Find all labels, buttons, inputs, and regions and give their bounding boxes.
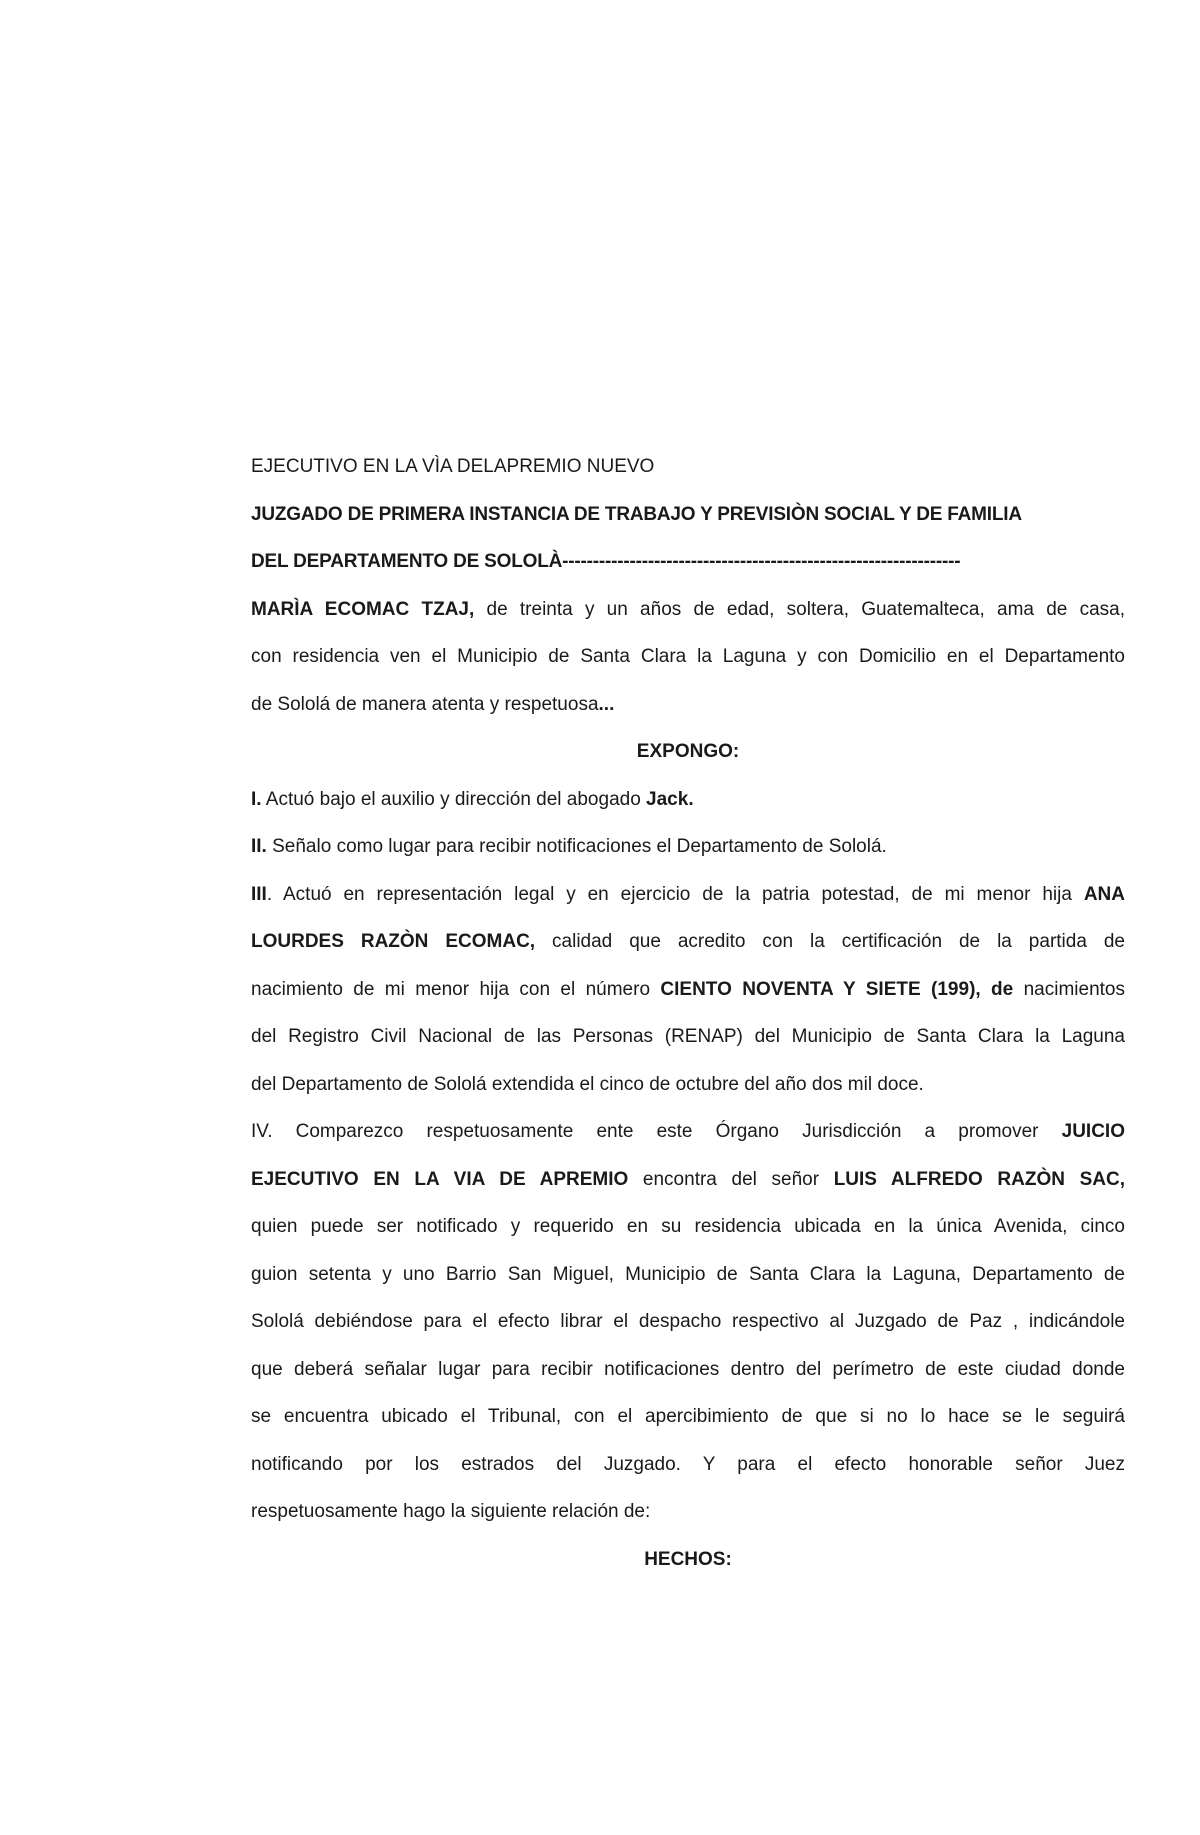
document-heading: EJECUTIVO EN LA VÌA DELAPREMIO NUEVO — [251, 456, 655, 477]
lawyer-name: Jack. — [646, 788, 694, 810]
defendant-name: LUIS ALFREDO RAZÒN SAC, — [833, 1168, 1125, 1190]
point-ii: II. Señalo como lugar para recibir notificaciones el Departamento de Sololá. — [251, 836, 887, 857]
point-iv-line-6: que deberá señalar lugar para recibir notificaciones dentro del perímetro de este ciudad donde — [251, 1358, 1125, 1380]
point-iv-line-7: se encuentra ubicado el Tribunal, con el apercibimiento de que si no lo hace se le seguirá — [251, 1406, 1125, 1427]
point-iii-line-4: del Registro Civil Nacional de las Personas (RENAP) del Municipio de Santa Clara la Laguna — [251, 1026, 1125, 1047]
point-iii-line-3: nacimiento de mi menor hija con el número CIENTO NOVENTA Y SIETE (199), de nacimientos — [251, 978, 1125, 1000]
record-number: CIENTO NOVENTA Y SIETE (199), de — [660, 978, 1014, 1000]
petitioner-name: MARÌA ECOMAC TZAJ, — [251, 598, 475, 620]
facts-title: HECHOS: — [644, 1548, 732, 1570]
point-iv-line-1: IV. Comparezco respetuosamente ente este Órgano Jurisdicción a promover JUICIO — [251, 1121, 1125, 1142]
court-name-line-2: DEL DEPARTAMENTO DE SOLOLÀ----------------------------------------------------------------- — [251, 551, 961, 572]
point-iv-line-2: EJECUTIVO EN LA VIA DE APREMIO encontra del señor LUIS ALFREDO RAZÒN SAC, — [251, 1168, 1125, 1190]
point-iv-line-3: quien puede ser notificado y requerido en su residencia ubicada en la única Avenida, cinco — [251, 1216, 1125, 1237]
point-iv-line-8: notificando por los estrados del Juzgado. Y para el efecto honorable señor Juez — [251, 1453, 1125, 1475]
intro-line-2: con residencia ven el Municipio de Santa Clara la Laguna y con Domicilio en el Departamento — [251, 646, 1125, 667]
court-name-line-1: JUZGADO DE PRIMERA INSTANCIA DE TRABAJO Y PREVISIÒN SOCIAL Y DE FAMILIA — [251, 503, 1022, 525]
point-iii-line-2: LOURDES RAZÒN ECOMAC, calidad que acredito con la certificación de la partida de — [251, 931, 1125, 952]
point-iv-line-5: Sololá debiéndose para el efecto librar el despacho respectivo al Juzgado de Paz , indicándole — [251, 1311, 1125, 1332]
exposition-title: EXPONGO: — [636, 741, 740, 762]
point-iv-line-9: respetuosamente hago la siguiente relación de: — [251, 1501, 651, 1522]
intro-line-3: de Sololá de manera atenta y respetuosa... — [251, 693, 615, 715]
child-name: LOURDES RAZÒN ECOMAC, — [251, 931, 536, 952]
point-iii-line-1: III. Actuó en representación legal y en ejercicio de la patria potestad, de mi menor hija ANA — [251, 883, 1125, 905]
document-body — [251, 443, 1125, 1583]
point-i: I. Actuó bajo el auxilio y dirección del abogado Jack. — [251, 788, 694, 810]
intro-line-1: MARÌA ECOMAC TZAJ, de treinta y un años de edad, soltera, Guatemalteca, ama de casa, — [251, 598, 1125, 620]
point-iii-line-5: del Departamento de Sololá extendida el cinco de octubre del año dos mil doce. — [251, 1073, 924, 1095]
point-iv-line-4: guion setenta y uno Barrio San Miguel, Municipio de Santa Clara la Laguna, Departamento de — [251, 1263, 1125, 1285]
